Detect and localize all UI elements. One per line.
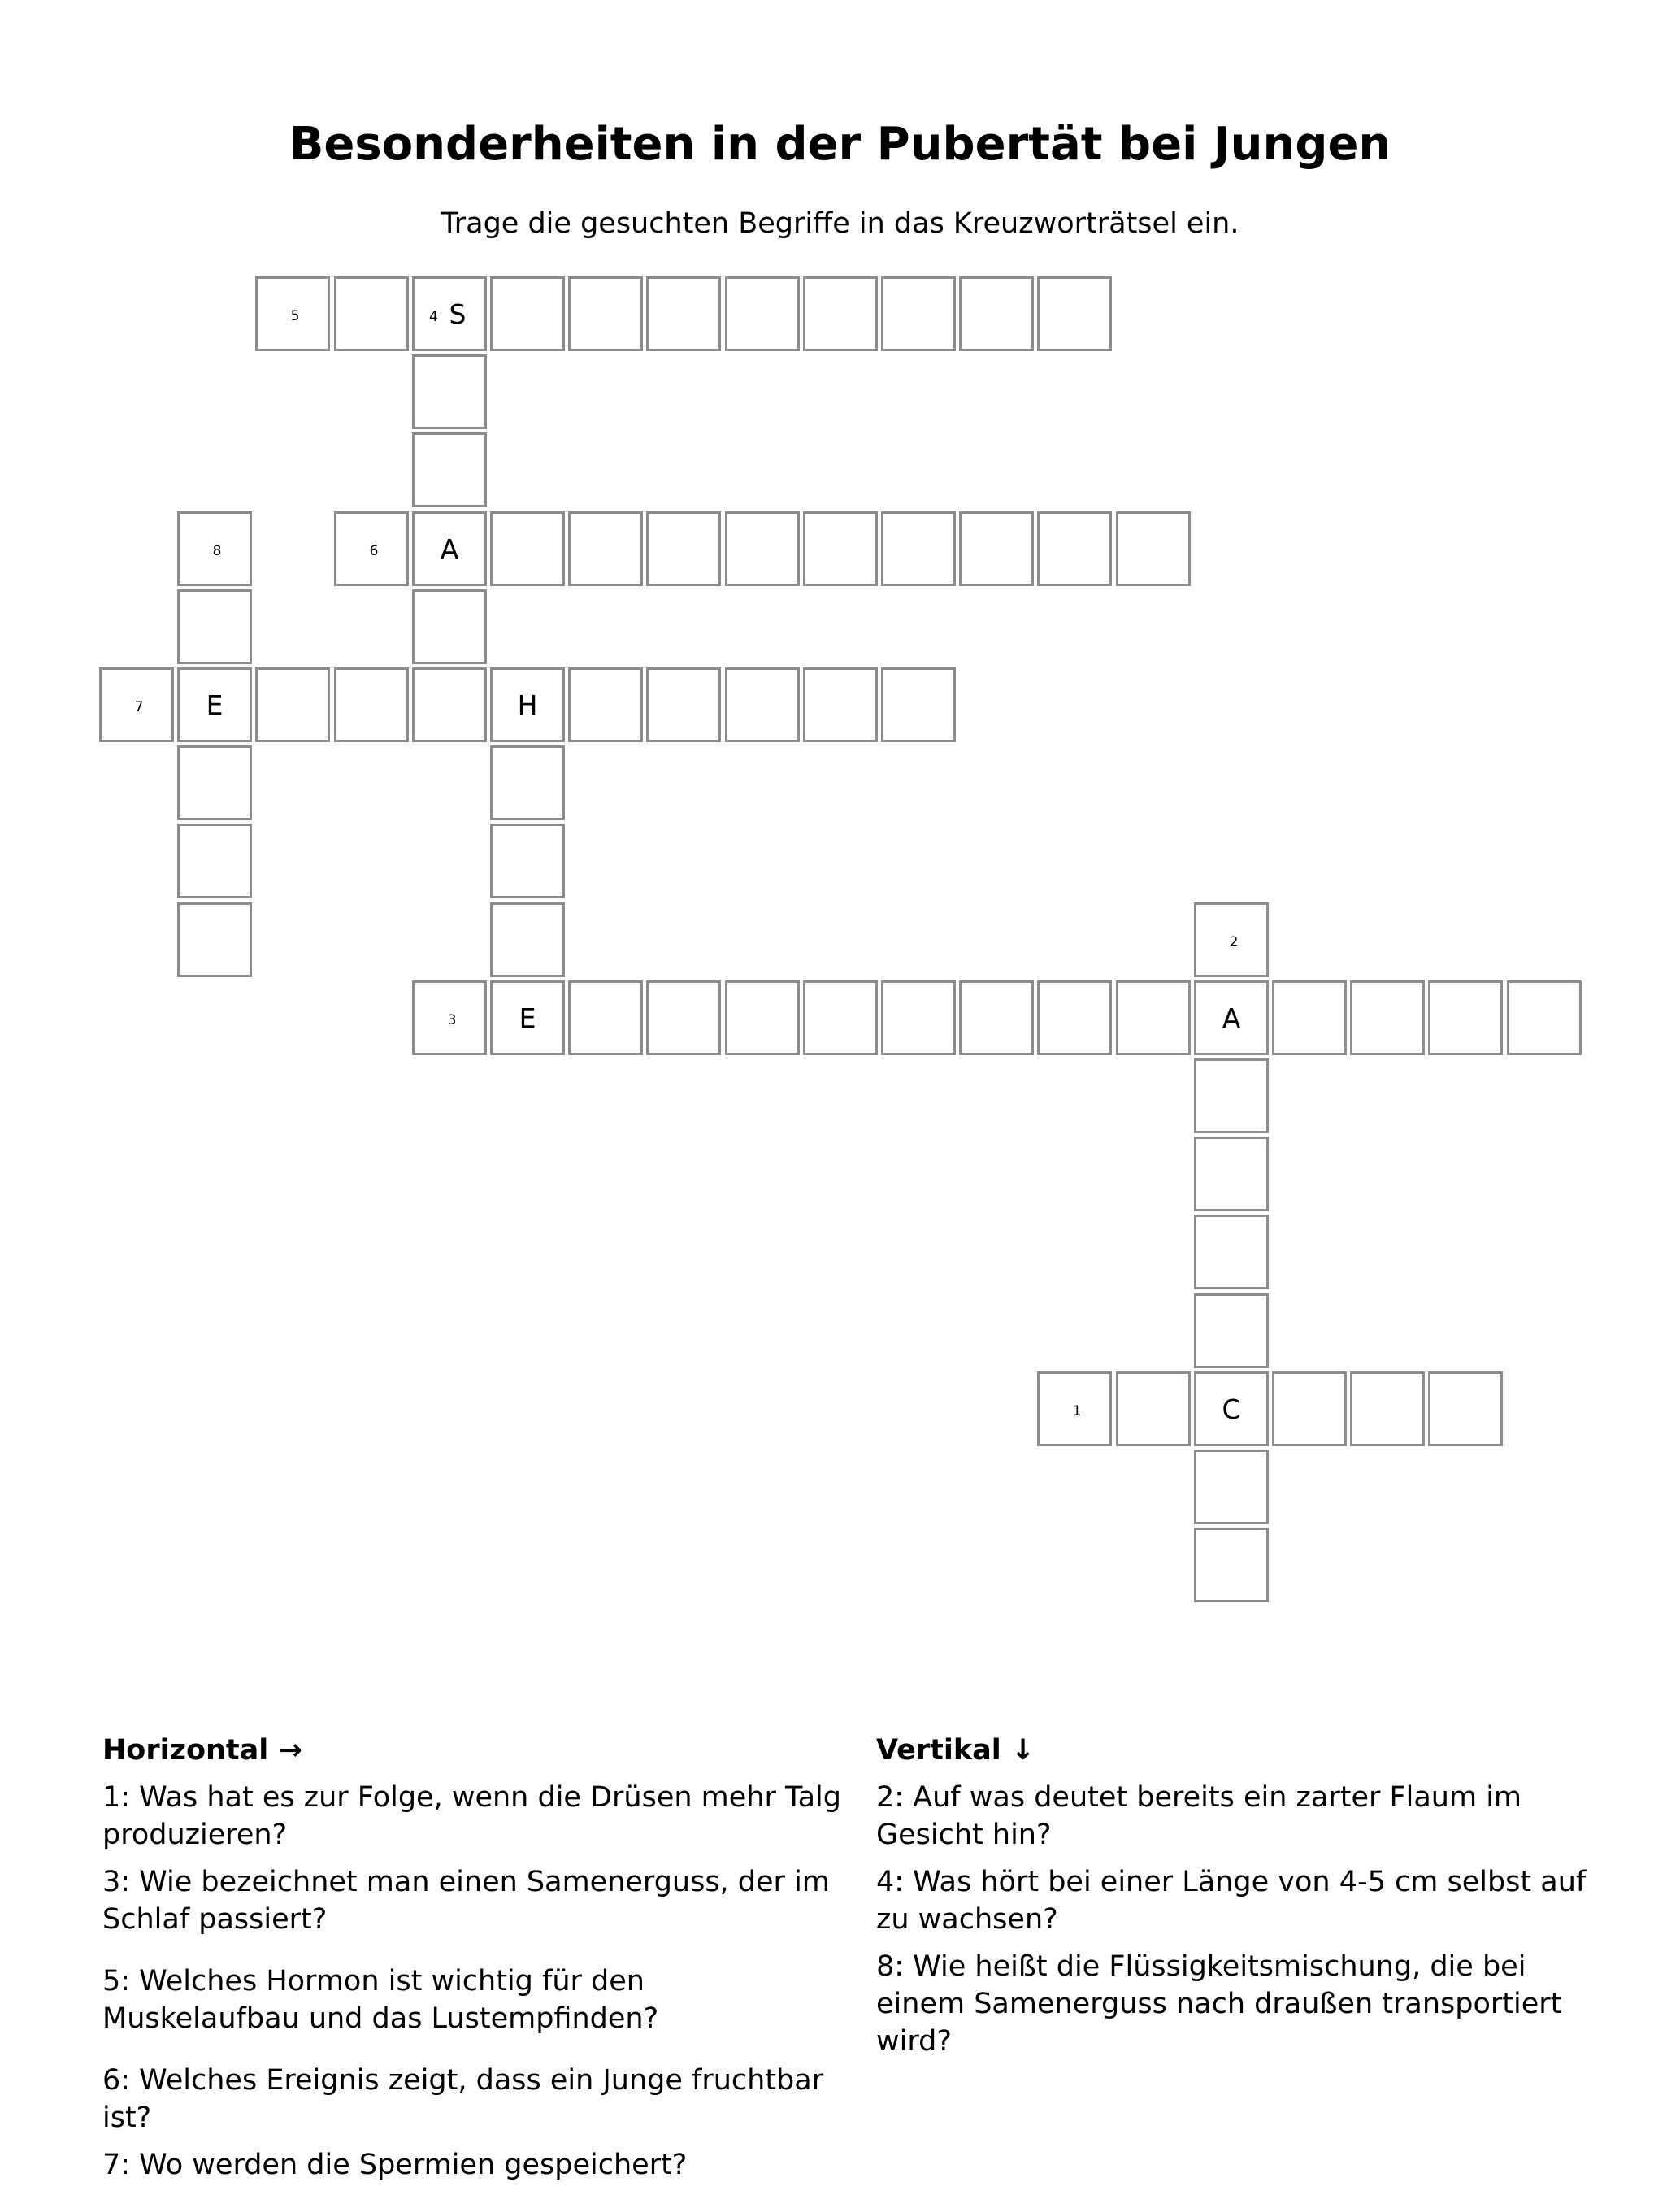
- crossword-cell[interactable]: [646, 980, 721, 1055]
- crossword-cell[interactable]: [1037, 980, 1112, 1055]
- crossword-cell[interactable]: [1507, 980, 1582, 1055]
- crossword-cell[interactable]: [568, 980, 643, 1055]
- crossword-cell[interactable]: [334, 667, 409, 742]
- crossword-cell[interactable]: [725, 667, 800, 742]
- given-letter: A: [440, 532, 459, 565]
- crossword-cell[interactable]: [1194, 1371, 1269, 1446]
- crossword-cell[interactable]: [803, 276, 878, 351]
- clue-v-4: 4: Was hört bei einer Länge von 4-5 cm selbst auf zu wachsen?: [876, 1866, 1587, 1936]
- crossword-cell[interactable]: [490, 980, 565, 1055]
- crossword-cell[interactable]: [1272, 1371, 1347, 1446]
- crossword-cell[interactable]: [1428, 980, 1503, 1055]
- clue-number: 6: [369, 543, 379, 559]
- crossword-cell[interactable]: [1194, 1528, 1269, 1602]
- crossword-cell[interactable]: [881, 511, 956, 586]
- clue-v-2: 2: Auf was deutet bereits ein zarter Flaum im Gesicht hin?: [876, 1781, 1522, 1851]
- horizontal-heading: Horizontal →: [102, 1734, 302, 1767]
- crossword-cell[interactable]: [725, 980, 800, 1055]
- clue-number: 2: [1229, 934, 1239, 950]
- clue-h-1: 1: Was hat es zur Folge, wenn die Drüsen mehr Talg produzieren?: [102, 1781, 841, 1851]
- clue-h-7: 7: Wo werden die Spermien gespeichert?: [102, 2149, 688, 2181]
- given-letter: A: [1222, 1002, 1241, 1034]
- given-letter: E: [206, 689, 224, 721]
- crossword-cell[interactable]: [568, 667, 643, 742]
- vertical-heading: Vertikal ↓: [876, 1734, 1035, 1767]
- crossword-cell[interactable]: [177, 745, 252, 820]
- page-title: Besonderheiten in der Pubertät bei Jungen: [289, 118, 1391, 171]
- crossword-cell[interactable]: [1350, 980, 1425, 1055]
- clue-number: 8: [212, 543, 222, 559]
- crossword-cell[interactable]: [1116, 511, 1191, 586]
- crossword-cell[interactable]: [490, 824, 565, 898]
- crossword-cell[interactable]: [1194, 980, 1269, 1055]
- clue-number: 7: [134, 699, 144, 715]
- crossword-cell[interactable]: [1037, 276, 1112, 351]
- crossword-cell[interactable]: [646, 276, 721, 351]
- clue-h-3: 3: Wie bezeichnet man einen Samenerguss, der im Schlaf passiert?: [102, 1866, 830, 1936]
- crossword-cell[interactable]: [881, 276, 956, 351]
- clue-h-6: 6: Welches Ereignis zeigt, dass ein Junge fruchtbar ist?: [102, 2064, 824, 2134]
- crossword-cell[interactable]: [568, 511, 643, 586]
- given-letter: E: [519, 1002, 536, 1034]
- crossword-cell[interactable]: [1037, 511, 1112, 586]
- clue-v-8: 8: Wie heißt die Flüssigkeitsmischung, die bei einem Samenerguss nach draußen transportiert wird?: [876, 1950, 1562, 2058]
- crossword-cell[interactable]: [803, 667, 878, 742]
- crossword-cell[interactable]: [881, 980, 956, 1055]
- crossword-cell[interactable]: [177, 902, 252, 977]
- crossword-cell[interactable]: [1194, 1137, 1269, 1211]
- crossword-cell[interactable]: [255, 276, 330, 351]
- crossword-cell[interactable]: [1194, 1293, 1269, 1368]
- crossword-cell[interactable]: [177, 667, 252, 742]
- crossword-cell[interactable]: [334, 276, 409, 351]
- crossword-cell[interactable]: [412, 432, 487, 507]
- crossword-cell[interactable]: [490, 902, 565, 977]
- crossword-cell[interactable]: [646, 667, 721, 742]
- vertical-clues: [876, 1732, 1608, 2060]
- crossword-cell[interactable]: [412, 354, 487, 429]
- crossword-cell[interactable]: [1116, 1371, 1191, 1446]
- crossword-cell[interactable]: [1116, 980, 1191, 1055]
- crossword-cell[interactable]: [177, 589, 252, 664]
- crossword-cell[interactable]: [803, 980, 878, 1055]
- crossword-cell[interactable]: [959, 276, 1034, 351]
- crossword-cell[interactable]: [959, 511, 1034, 586]
- crossword-cell[interactable]: [881, 667, 956, 742]
- crossword-cell[interactable]: [1037, 1371, 1112, 1446]
- given-letter: C: [1222, 1393, 1241, 1425]
- crossword-cell[interactable]: [1194, 1215, 1269, 1289]
- clue-number: 5: [290, 308, 300, 324]
- clue-h-5: 5: Welches Hormon ist wichtig für den Muskelaufbau und das Lustempfinden?: [102, 1965, 659, 2035]
- clue-number: 3: [447, 1012, 457, 1028]
- crossword-cell[interactable]: [646, 511, 721, 586]
- crossword-cell[interactable]: [177, 824, 252, 898]
- crossword-cell[interactable]: [490, 276, 565, 351]
- crossword-cell[interactable]: [334, 511, 409, 586]
- crossword-cell[interactable]: [412, 276, 487, 351]
- crossword-cell[interactable]: [1350, 1371, 1425, 1446]
- crossword-cell[interactable]: [255, 667, 330, 742]
- crossword-cell[interactable]: [959, 980, 1034, 1055]
- clue-number: 1: [1072, 1403, 1082, 1419]
- crossword-cell[interactable]: [412, 589, 487, 664]
- given-letter: H: [517, 689, 538, 721]
- crossword-cell[interactable]: [568, 276, 643, 351]
- crossword-cell[interactable]: [1194, 1058, 1269, 1133]
- crossword-cell[interactable]: [99, 667, 174, 742]
- crossword-cell[interactable]: [412, 980, 487, 1055]
- horizontal-clues: [102, 1732, 850, 2184]
- crossword-cell[interactable]: [1428, 1371, 1503, 1446]
- crossword-cell[interactable]: [1272, 980, 1347, 1055]
- crossword-cell[interactable]: [412, 667, 487, 742]
- crossword-cell[interactable]: [177, 511, 252, 586]
- crossword-cell[interactable]: [1194, 902, 1269, 977]
- clue-number: 4: [429, 309, 438, 325]
- crossword-cell[interactable]: [725, 276, 800, 351]
- crossword-cell[interactable]: [490, 745, 565, 820]
- crossword-cell[interactable]: [803, 511, 878, 586]
- crossword-cell[interactable]: [1194, 1450, 1269, 1524]
- crossword-cell[interactable]: [725, 511, 800, 586]
- crossword-cell[interactable]: [490, 511, 565, 586]
- instructions: Trage die gesuchten Begriffe in das Kreuzworträtsel ein.: [441, 207, 1239, 240]
- crossword-cell[interactable]: [412, 511, 487, 586]
- crossword-cell[interactable]: [490, 667, 565, 742]
- given-letter: S: [449, 298, 467, 330]
